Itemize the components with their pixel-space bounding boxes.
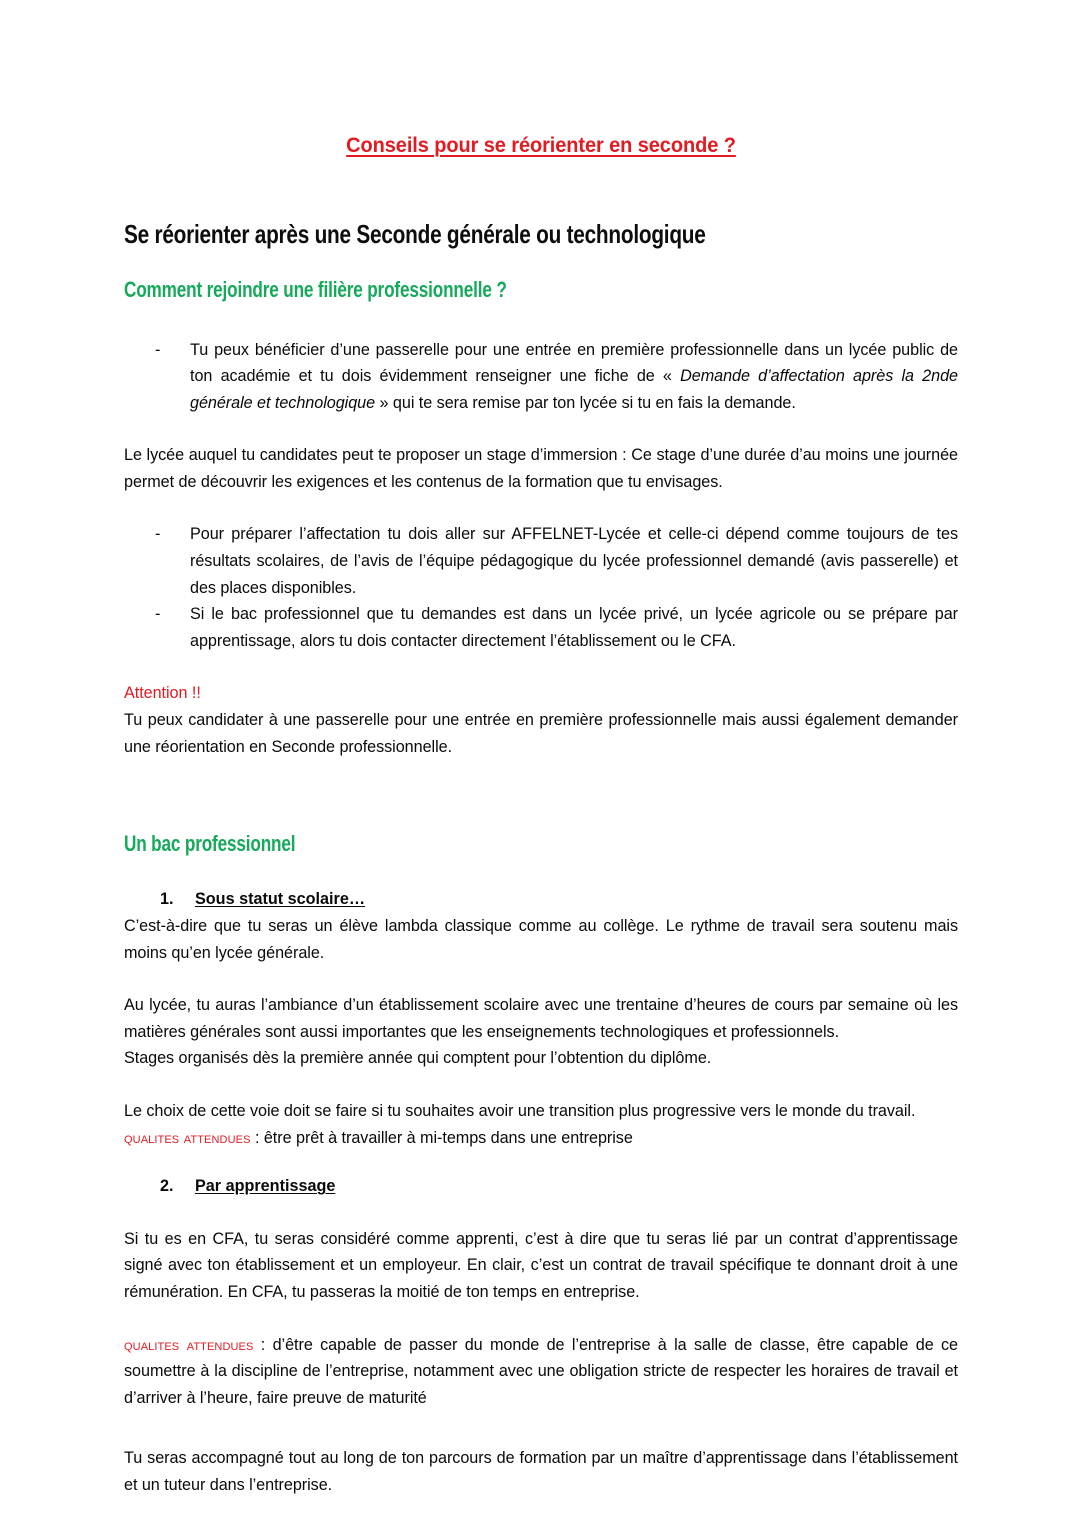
list-item (124, 1173, 958, 1200)
paragraph-accompagnement: Tu seras accompagné tout au long de ton parcours de formation par un maître d’apprentissage dans l’établissement et un tuteur dans l’entreprise. (124, 1449, 958, 1494)
list-item (124, 886, 958, 913)
bullet-text: Pour préparer l’affectation tu dois aller sur AFFELNET-Lycée et celle-ci dépend comme toujours de tes résultats scolaires, de l’avis de l’équipe pédagogique du lycée professionnel demandé (avis passerelle) et des places disponibles. (190, 525, 958, 597)
qualities-line-2 (124, 1332, 958, 1412)
list-number-marker: 2. (160, 1177, 174, 1196)
bac-pro-numbered-list-item-2 (124, 1173, 958, 1200)
bullet-text-after-italic: » qui te sera remise par ton lycée si tu en fais la demande. (375, 393, 796, 412)
qualities-label: qualites attendues (124, 1128, 251, 1147)
paragraph-stages-organises: Stages organisés dès la première année qui comptent pour l’obtention du diplôme. (124, 1049, 712, 1068)
section-heading-reorientation: Se réorienter après une Seconde générale ou technologique (124, 218, 706, 249)
paragraph-cfa-apprenti: Si tu es en CFA, tu seras considéré comme apprenti, c’est à dire que tu seras lié par un contrat d’apprentissage signé avec ton établissement et un employeur. En clair, c’est un contrat de travail spécifique te donnant droit à une rémunération. En CFA, tu passeras la moitié de ton temps en entreprise. (124, 1229, 958, 1301)
dash-bullet-marker: - (155, 525, 161, 544)
bullet-text-before-italic: Tu peux bénéficier d’une passerelle pour une entrée en première professionnelle dans un lycée public de ton académie et tu dois évidemment renseigner une fiche de « (190, 340, 958, 386)
paragraph-choix-voie: Le choix de cette voie doit se faire si tu souhaites avoir une transition plus progressive vers le monde du travail. (124, 1101, 916, 1120)
attention-label: Attention !! (124, 684, 201, 703)
qualities-line-1 (124, 1125, 958, 1152)
bullet-text: Si le bac professionnel que tu demandes est dans un lycée privé, un lycée agricole ou se prépare par apprentissage, alors tu dois contacter directement l’établissement ou le CFA. (190, 605, 958, 650)
list-item-label: Sous statut scolaire… (195, 890, 366, 909)
passerelle-bullet-list (124, 337, 958, 417)
bullet-text-italic: Demande d’affectation après la 2nde générale et technologique (190, 367, 958, 412)
list-item (124, 521, 958, 601)
list-item (124, 601, 958, 654)
list-item-label: Par apprentissage (195, 1177, 336, 1196)
dash-bullet-marker: - (155, 340, 161, 359)
attention-paragraph: Tu peux candidater à une passerelle pour une entrée en première professionnelle mais aussi également demander une réorientation en Seconde professionnelle. (124, 711, 958, 756)
subsection-heading-filiere-professionnelle: Comment rejoindre une filière professionnelle ? (124, 277, 507, 303)
dash-bullet-marker: - (155, 605, 161, 624)
paragraph-stage-immersion: Le lycée auquel tu candidates peut te proposer un stage d’immersion : Ce stage d’une durée d’au moins une journée permet de découvrir les exigences et les contenus de la formation que tu envisages. (124, 446, 958, 491)
qualities-label: qualites attendues (124, 1335, 254, 1354)
qualities-text: : être prêt à travailler à mi-temps dans une entreprise (250, 1128, 633, 1147)
paragraph-ambiance-lycee: Au lycée, tu auras l’ambiance d’un établissement scolaire avec une trentaine d’heures de cours par semaine où les matières générales sont aussi importantes que les enseignements technologiques et professionnels. (124, 996, 958, 1041)
bac-pro-numbered-list-item-1 (124, 886, 958, 913)
document-content (124, 0, 958, 1499)
list-item (124, 337, 958, 417)
qualities-text: : d’être capable de passer du monde de l’entreprise à la salle de classe, être capable de ce soumettre à la discipline de l’entreprise, notamment avec une obligation stricte de respecter les horaires de travail et d’arriver à l’heure, faire preuve de maturité (124, 1335, 958, 1407)
subsection-heading-bac-professionnel: Un bac professionnel (124, 831, 296, 857)
paragraph-statut-scolaire: C’est-à-dire que tu seras un élève lambda classique comme au collège. Le rythme de travail sera soutenu mais moins qu’en lycée générale. (124, 917, 958, 962)
affectation-bullet-list (124, 521, 958, 654)
list-number-marker: 1. (160, 890, 174, 909)
page-title: Conseils pour se réorienter en seconde ? (346, 133, 736, 157)
